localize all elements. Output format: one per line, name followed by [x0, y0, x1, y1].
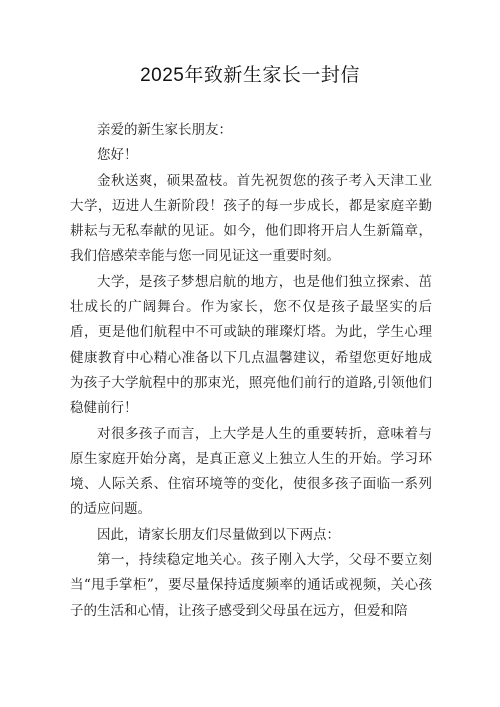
letter-body	[70, 118, 432, 624]
greeting: 您好！	[97, 147, 138, 164]
paragraph-congratulations: 金秋送爽，硕果盈枝。首先祝贺您的孩子考入天津工业大学，迈进人生新阶段！孩子的每一步成长，都是家庭辛勤耕耘与无私奉献的见证。如今，他们即将开启人生新篇章，我们倍感荣幸能与您一同见证这一重要时刻。	[70, 172, 432, 265]
paragraph-university: 大学，是孩子梦想启航的地方，也是他们独立探索、茁壮成长的广阔舞台。作为家长，您不仅是孩子最坚实的后盾，更是他们航程中不可或缺的璀璨灯塔。为此，学生心理健康教育中心精心准备以下几点温馨建议，希望您更好地成为孩子大学航程中的那束光，照亮他们前行的道路,引领他们稳健前行！	[70, 273, 432, 417]
document-title: 2025年致新生家长一封信	[140, 65, 360, 86]
paragraph-transition: 对很多孩子而言，上大学是人生的重要转折，意味着与原生家庭开始分离，是真正意义上独立人生的开始。学习环境、人际关系、住宿环境等的变化，使很多孩子面临一系列的适应问题。	[70, 425, 432, 518]
paragraph-suggestions-intro: 因此，请家长朋友们尽量做到以下两点：	[97, 526, 340, 543]
paragraph-first-suggestion: 第一，持续稳定地关心。孩子刚入大学，父母不要立刻当“甩手掌柜”，要尽量保持适度频率的通话或视频，关心孩子的生活和心情，让孩子感受到父母虽在远方，但爱和陪	[70, 552, 432, 619]
salutation: 亲爱的新生家长朋友：	[97, 122, 232, 138]
